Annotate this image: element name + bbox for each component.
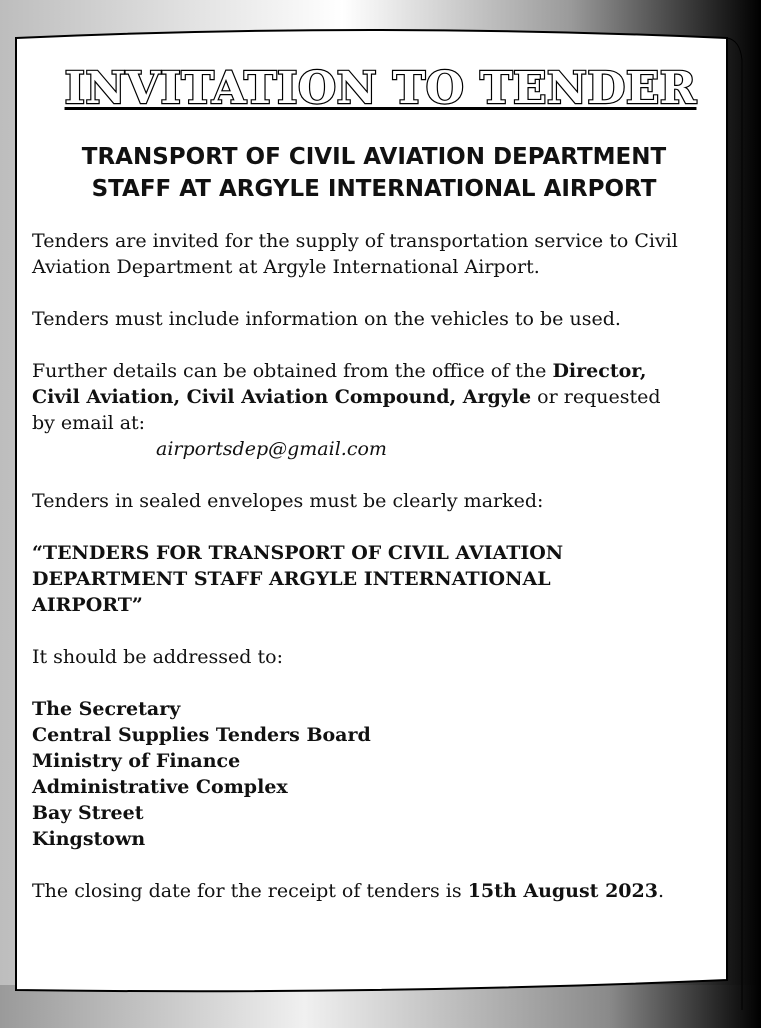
address-line: Kingstown bbox=[32, 828, 146, 850]
subtitle-line: TRANSPORT OF CIVIL AVIATION DEPARTMENT bbox=[81, 144, 667, 170]
subtitle-line: STAFF AT ARGYLE INTERNATIONAL AIRPORT bbox=[91, 176, 657, 202]
vehicle-paragraph: Tenders must include information on the vehicles to be used. bbox=[32, 308, 621, 330]
address-line: Ministry of Finance bbox=[32, 750, 241, 772]
address-line: The Secretary bbox=[32, 698, 181, 720]
closing-date: 15th August 2023 bbox=[467, 880, 658, 902]
text-span: or requested bbox=[531, 386, 661, 408]
envelope-paragraph: Tenders in sealed envelopes must be clearly marked: bbox=[32, 490, 544, 512]
text-span: The closing date for the receipt of tenders is bbox=[32, 880, 468, 902]
details-paragraph bbox=[32, 358, 722, 462]
text-line: Tenders are invited for the supply of transportation service to Civil bbox=[32, 230, 678, 252]
office-location: Civil Aviation, Civil Aviation Compound, Argyle bbox=[32, 386, 532, 408]
text-line: AIRPORT” bbox=[32, 594, 143, 616]
envelope-marking bbox=[32, 540, 722, 618]
mailing-address bbox=[32, 696, 722, 852]
address-line: Bay Street bbox=[32, 802, 144, 824]
text-line bbox=[32, 384, 722, 410]
text-span: Further details can be obtained from the office of the bbox=[32, 360, 553, 382]
notice-title: INVITATION TO TENDER bbox=[64, 63, 697, 114]
director-label: Director, bbox=[552, 360, 647, 382]
notice-subtitle bbox=[0, 141, 748, 205]
text-line: Aviation Department at Argyle International Airport. bbox=[32, 256, 540, 278]
intro-paragraph bbox=[32, 228, 722, 280]
text-line: “TENDERS FOR TRANSPORT OF CIVIL AVIATION bbox=[32, 542, 564, 564]
address-line: Central Supplies Tenders Board bbox=[32, 724, 371, 746]
text-line: by email at: bbox=[32, 412, 146, 434]
address-intro: It should be addressed to: bbox=[32, 646, 283, 668]
notice-body bbox=[32, 228, 722, 904]
text-line bbox=[32, 358, 722, 384]
text-line: DEPARTMENT STAFF ARGYLE INTERNATIONAL bbox=[32, 568, 551, 590]
text-span: . bbox=[657, 880, 665, 902]
address-line: Administrative Complex bbox=[32, 776, 288, 798]
contact-email: airportsdep@gmail.com bbox=[156, 438, 387, 460]
closing-paragraph bbox=[32, 878, 722, 904]
